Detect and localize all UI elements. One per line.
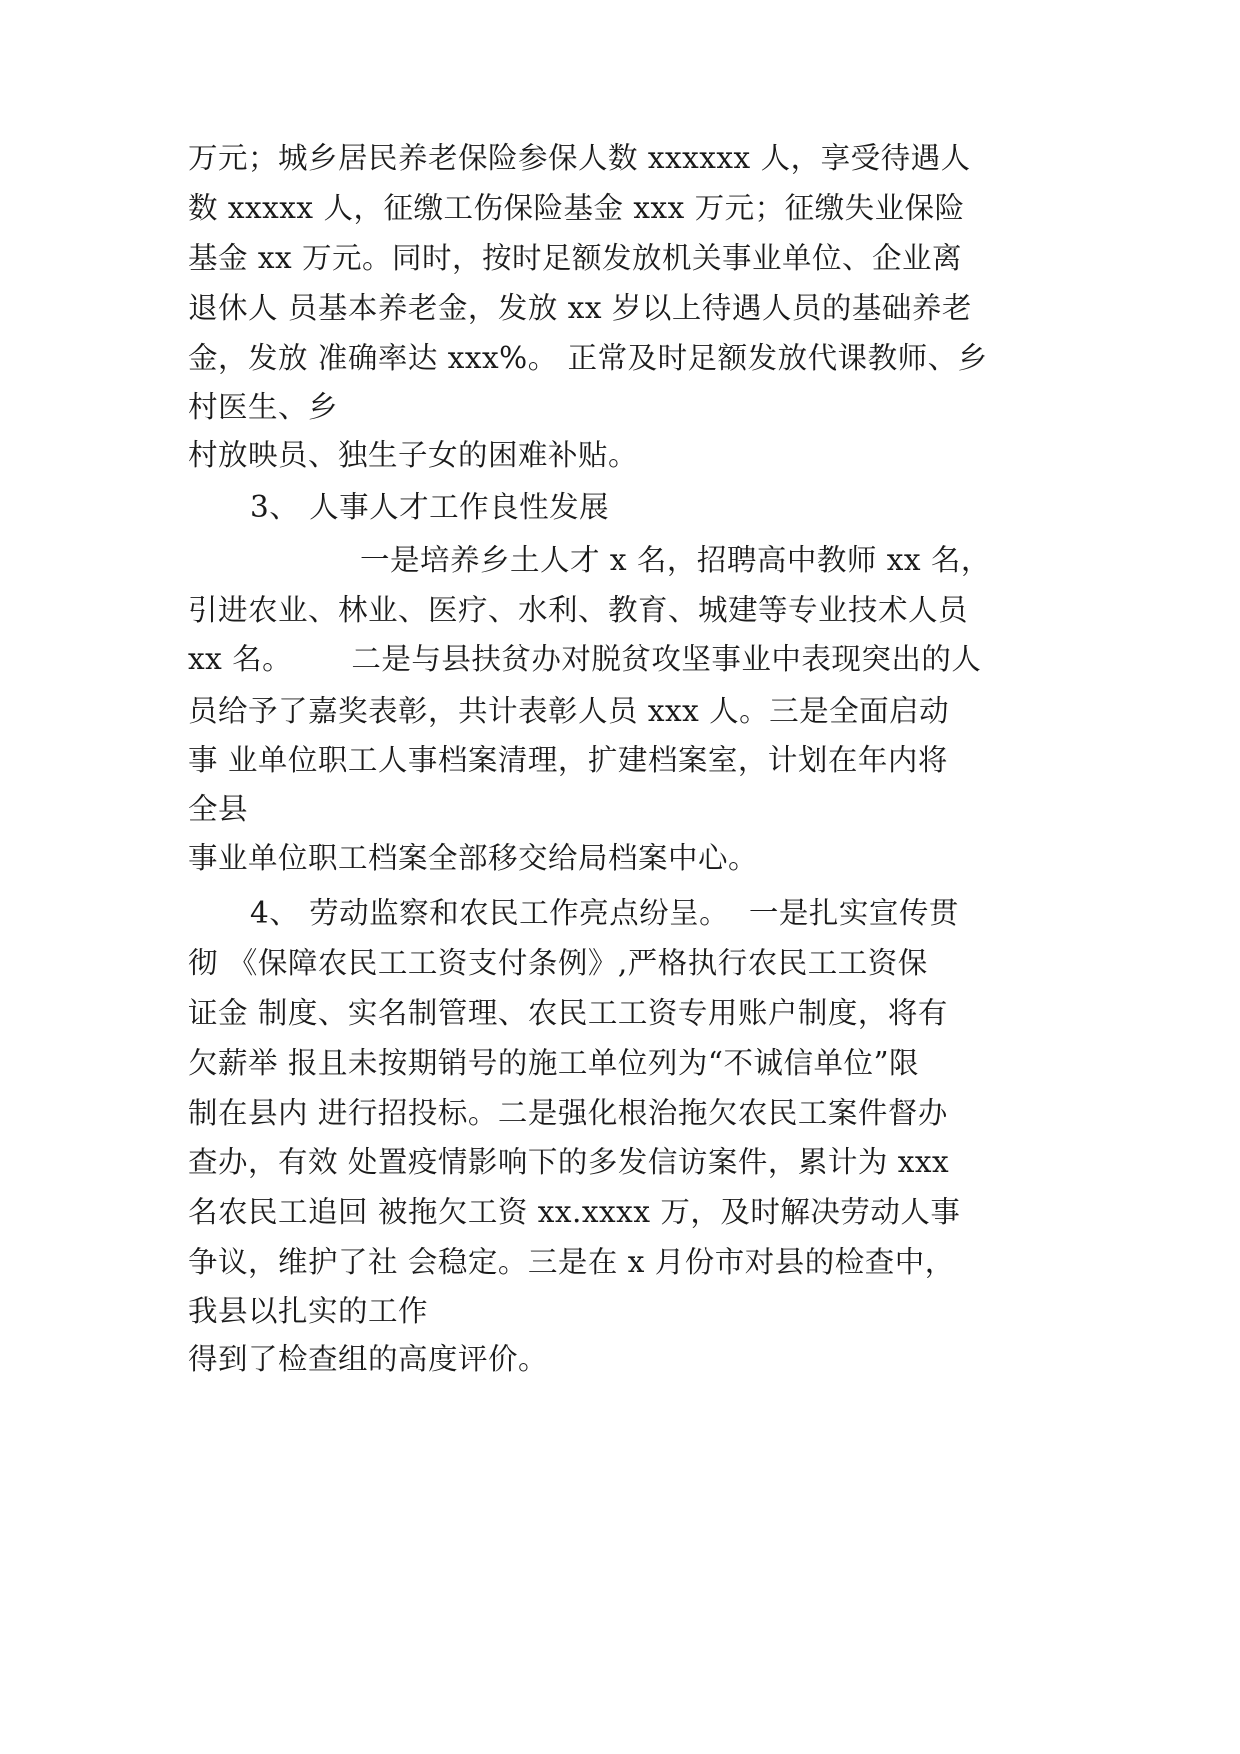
section-heading: 3、 人事人才工作良性发展 xyxy=(250,490,610,524)
section-heading: 4、 劳动监察和农民工作亮点纷呈。 一是扎实宣传贯 xyxy=(250,896,959,930)
text-line: 员给予了嘉奖表彰，共计表彰人员 xxx 人。三是全面启动 xyxy=(188,694,950,728)
text-line: 证金 制度、实名制管理、农民工工资专用账户制度，将有 xyxy=(188,996,948,1030)
text-line: 争议，维护了社 会稳定。三是在 x 月份市对县的检查中， xyxy=(188,1245,955,1279)
text-line: 欠薪举 报且未按期销号的施工单位列为“不诚信单位”限 xyxy=(188,1046,920,1080)
text-line: 制在县内 进行招投标。二是强化根治拖欠农民工案件督办 xyxy=(188,1096,948,1130)
text-line: 事 业单位职工人事档案清理，扩建档案室，计划在年内将 xyxy=(188,743,948,777)
text-line: 数 xxxxx 人，征缴工伤保险基金 xxx 万元；征缴失业保险 xyxy=(188,191,965,225)
text-line: 名农民工追回 被拖欠工资 xx.xxxx 万，及时解决劳动人事 xyxy=(188,1195,961,1229)
text-line: 村放映员、独生子女的困难补贴。 xyxy=(188,438,639,472)
text-line: 村医生、乡 xyxy=(188,390,339,424)
text-line: 彻 《保障农民工工资支付条例》,严格执行农民工工资保 xyxy=(188,946,928,980)
text-line: 我县以扎实的工作 xyxy=(188,1294,429,1328)
text-line: 事业单位职工档案全部移交给局档案中心。 xyxy=(188,841,759,875)
text-line: 引进农业、林业、医疗、水利、教育、城建等专业技术人员 xyxy=(188,593,969,627)
text-line: 一是培养乡土人才 x 名，招聘高中教师 xx 名， xyxy=(360,543,991,577)
text-line: 得到了检查组的高度评价。 xyxy=(188,1342,549,1376)
text-line: 基金 xx 万元。同时，按时足额发放机关事业单位、企业离 xyxy=(188,241,963,275)
text-line: 查办，有效 处置疫情影响下的多发信访案件，累计为 xxx xyxy=(188,1145,950,1179)
text-line: 退休人 员基本养老金，发放 xx 岁以上待遇人员的基础养老 xyxy=(188,291,972,325)
text-line: 金，发放 准确率达 xxx%。 正常及时足额发放代课教师、乡 xyxy=(188,341,988,375)
text-line: 全县 xyxy=(188,792,249,826)
text-line: 万元；城乡居民养老保险参保人数 xxxxxx 人，享受待遇人 xyxy=(188,141,971,175)
text-line: xx 名。 二是与县扶贫办对脱贫攻坚事业中表现突出的人 xyxy=(188,642,982,676)
